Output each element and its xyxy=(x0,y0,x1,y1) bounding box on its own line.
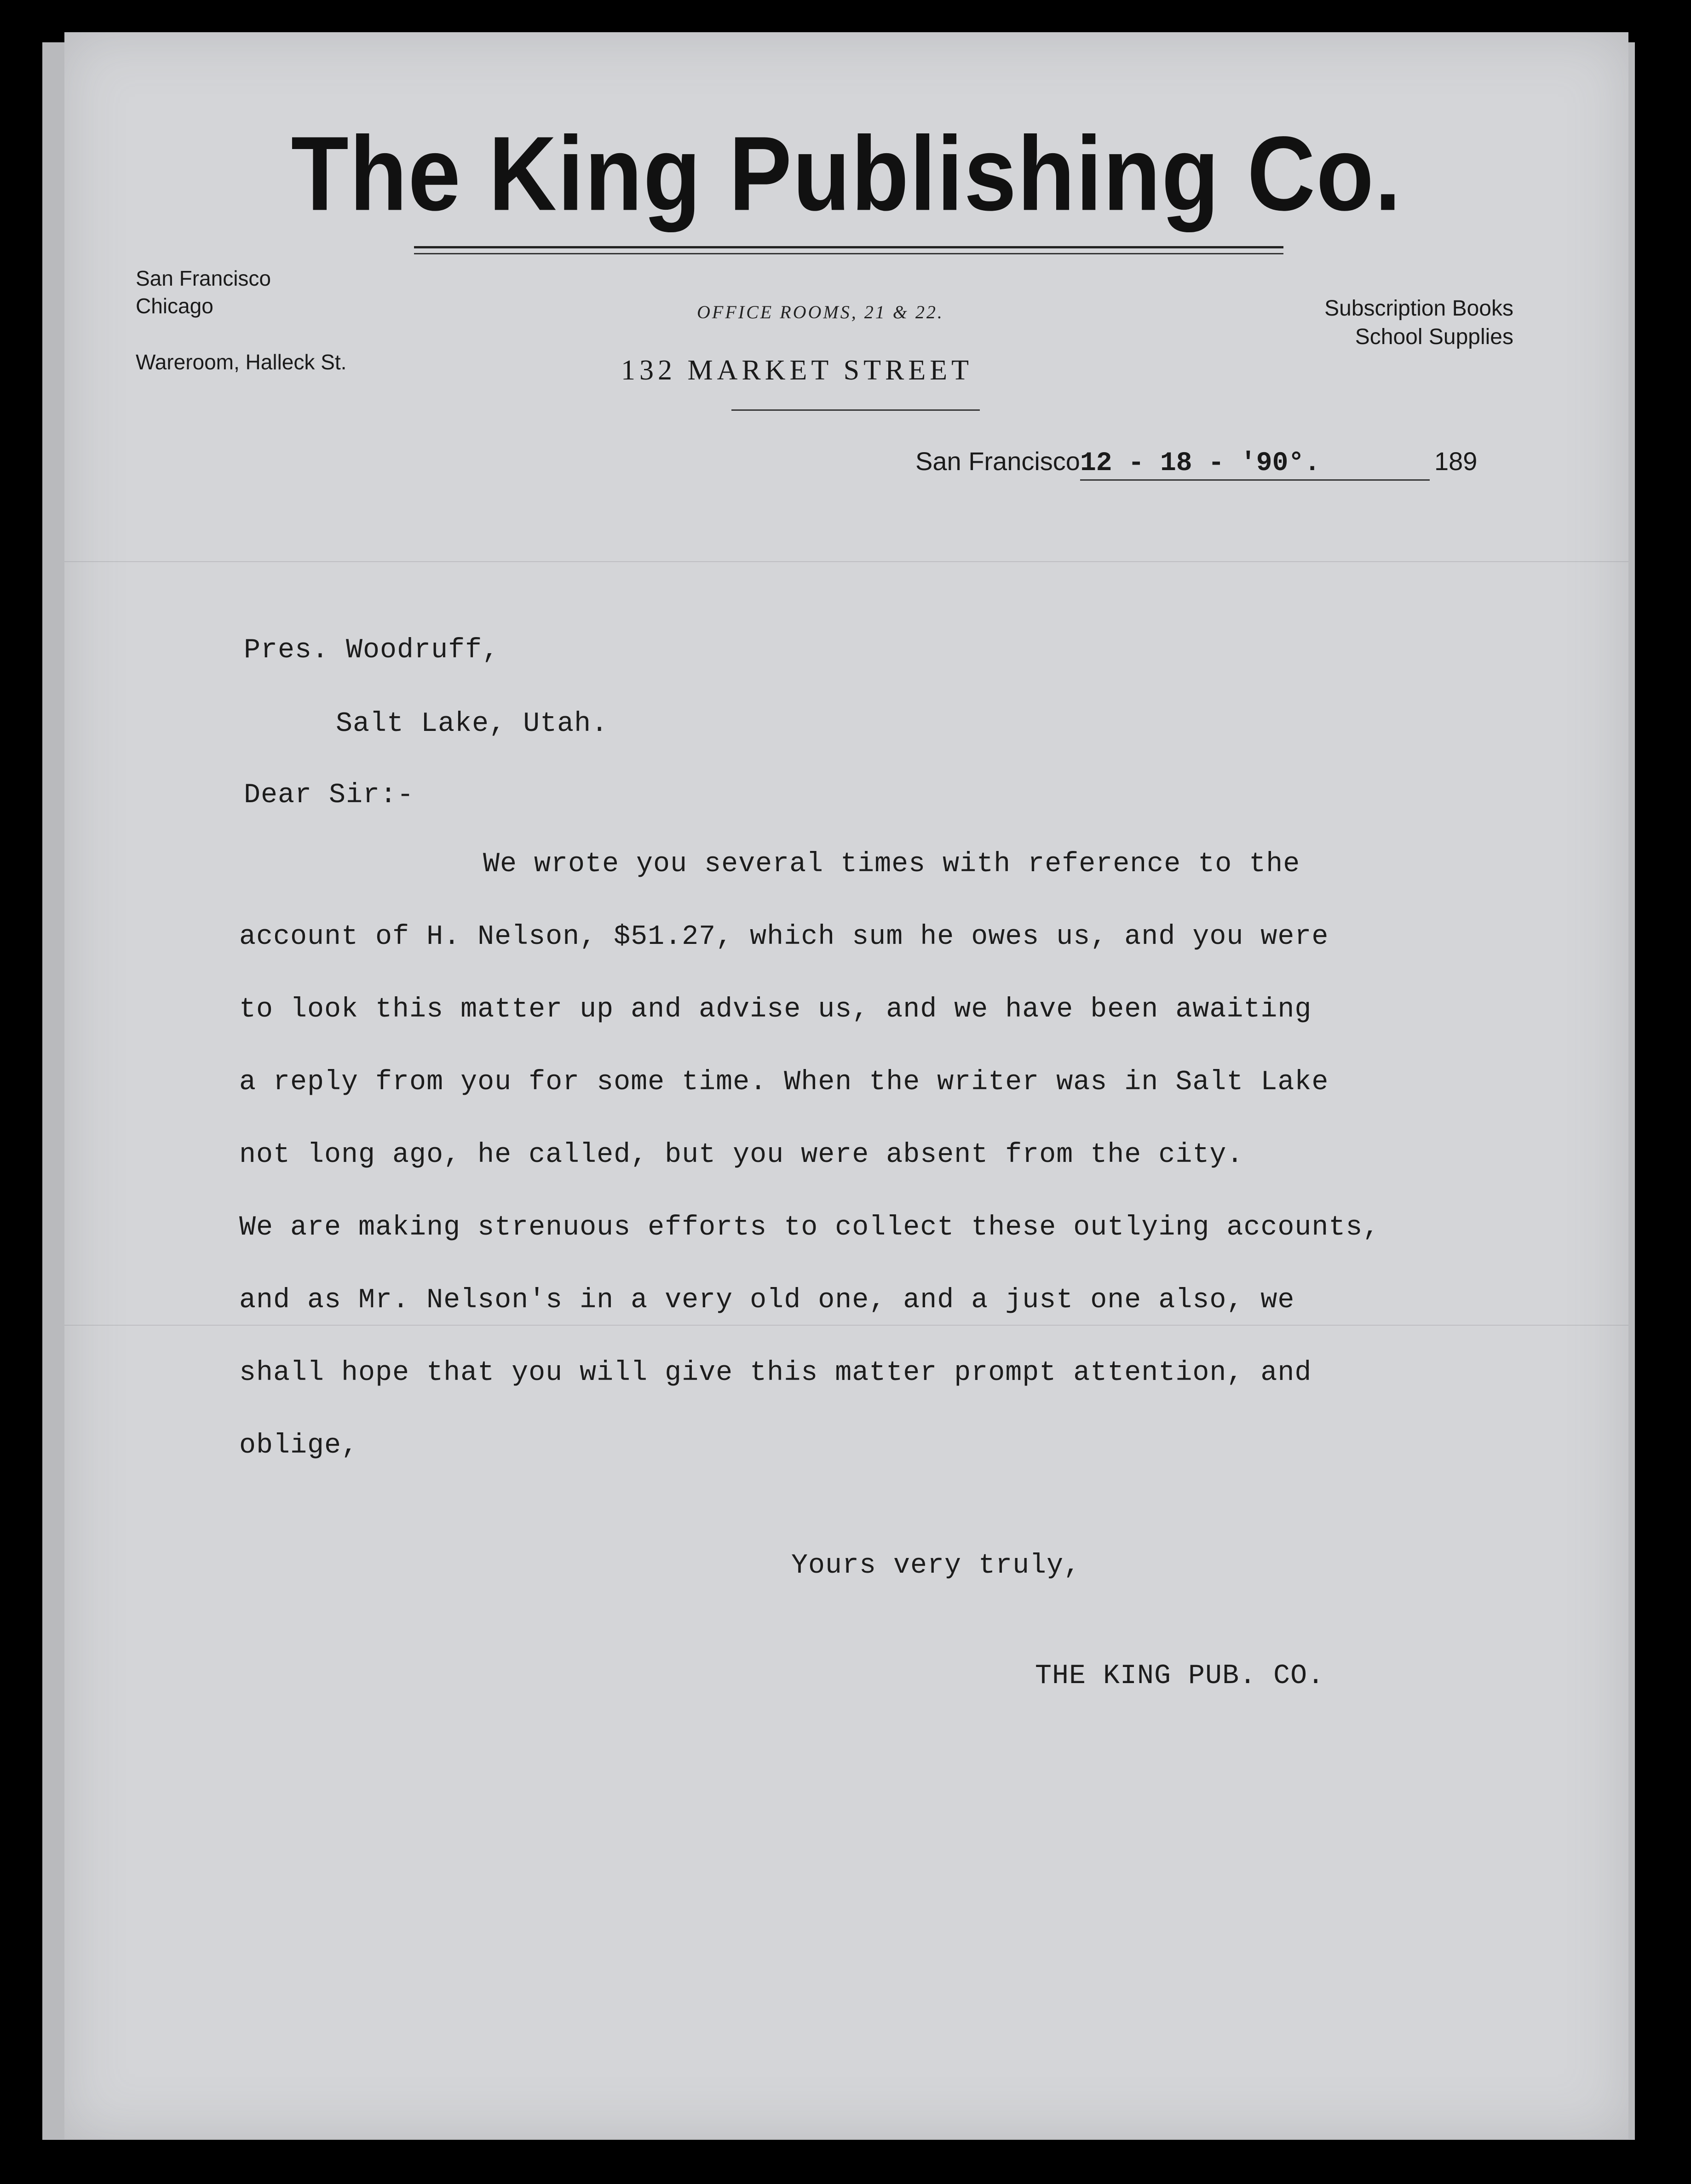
signature: THE KING PUB. CO. xyxy=(1035,1661,1325,1692)
recipient-address: Salt Lake, Utah. xyxy=(336,708,609,740)
letter-sheet xyxy=(64,32,1628,2139)
letter-body xyxy=(239,828,1573,1482)
wareroom-address: Wareroom, Halleck St. xyxy=(136,350,347,374)
body-line: to look this matter up and advise us, and we have been awaiting xyxy=(239,994,1312,1025)
closing: Yours very truly, xyxy=(791,1550,1081,1581)
dateline xyxy=(915,446,1477,481)
fold-line xyxy=(64,561,1628,562)
city-san-francisco: San Francisco xyxy=(136,266,271,290)
address-rule xyxy=(731,409,980,411)
city-chicago: Chicago xyxy=(136,294,213,318)
recipient-name: Pres. Woodruff, xyxy=(244,635,500,666)
specialty-school-supplies: School Supplies xyxy=(1355,325,1513,349)
body-line: oblige, xyxy=(239,1430,359,1461)
body-line: not long ago, he called, but you were absent from the city. xyxy=(239,1139,1244,1171)
title-rule xyxy=(414,253,1283,254)
body-line: a reply from you for some time. When the writer was in Salt Lake xyxy=(239,1067,1329,1098)
dateline-place: San Francisco xyxy=(915,447,1080,476)
specialty-subscription-books: Subscription Books xyxy=(1324,296,1513,321)
body-line: We wrote you several times with reference to the xyxy=(483,849,1300,880)
body-line: and as Mr. Nelson's in a very old one, and a just one also, we xyxy=(239,1285,1295,1316)
dateline-year-prefix: 189 xyxy=(1434,447,1478,476)
body-line: We are making strenuous efforts to collect these outlying accounts, xyxy=(239,1212,1380,1243)
salutation: Dear Sir:- xyxy=(244,780,414,811)
company-name: The King Publishing Co. xyxy=(291,115,1402,233)
street-address: 132 MARKET STREET xyxy=(621,355,973,386)
dateline-date: 12 - 18 - '90°. xyxy=(1080,448,1430,481)
body-line: shall hope that you will give this matter prompt attention, and xyxy=(239,1357,1312,1389)
letterhead-cities xyxy=(136,264,271,320)
letterhead-specialties xyxy=(1324,294,1513,351)
title-rule xyxy=(414,246,1283,248)
office-rooms: OFFICE ROOMS, 21 & 22. xyxy=(697,302,944,322)
body-line: account of H. Nelson, $51.27, which sum he owes us, and you were xyxy=(239,921,1329,953)
